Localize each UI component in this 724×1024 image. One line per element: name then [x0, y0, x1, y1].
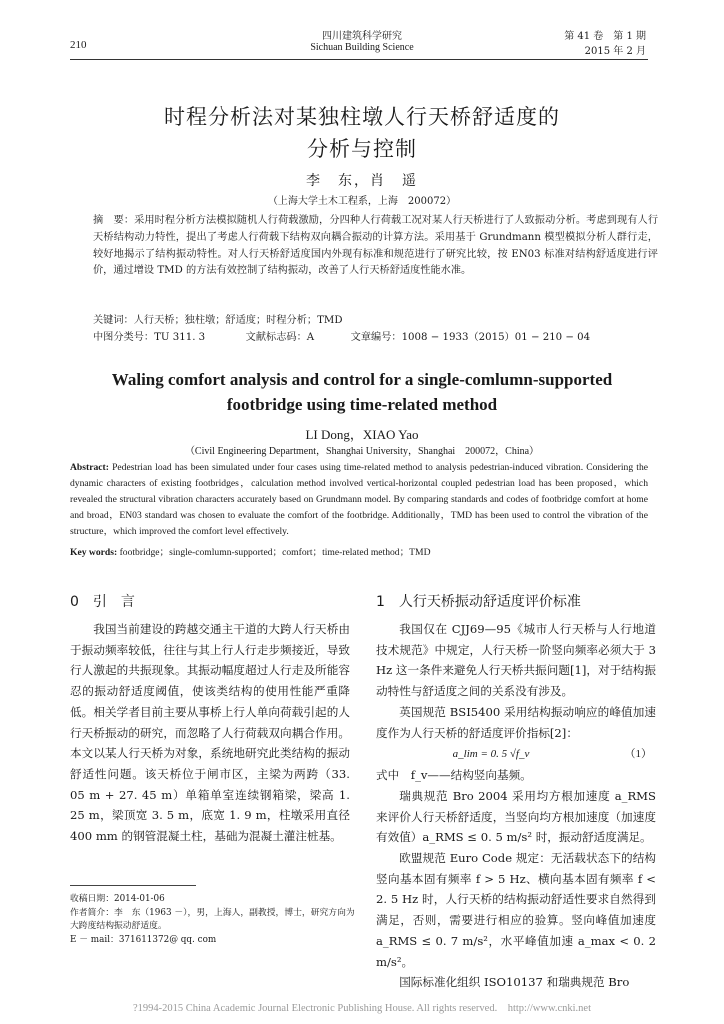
title-en-line-1: Waling comfort analysis and control for a single-comlumn-supported [111, 370, 613, 389]
equation-row [376, 743, 656, 765]
abstract-cn-label: 摘 要： [93, 215, 135, 226]
affiliation-en: （Civil Engineering Department，Shanghai University，Shanghai 200072，China） [184, 446, 540, 457]
clc-label: 中图分类号： [93, 332, 155, 343]
article-no-value: 1008 − 1933（2015）01 − 210 − 04 [401, 332, 591, 343]
copyright-footer: ?1994-2015 China Academic Journal Electronic Publishing House. All rights reserved. http://www.cnki.net [132, 1003, 592, 1014]
author-bio-line-2: 大跨度结构振动舒适度。 [70, 921, 167, 931]
equation-where-clause: 式中 f_v——结构竖向基频。 [376, 768, 532, 783]
keywords-cn-text: 人行天桥；独柱墩；舒适度；时程分析；TMD [133, 315, 343, 326]
clc-value: TU 311. 3 [154, 332, 206, 343]
doc-code-label: 文献标志码： [245, 332, 307, 343]
doc-code-value: A [306, 332, 315, 343]
title-cn-line-1: 时程分析法对某独柱墩人行天桥舒适度的 [164, 105, 560, 129]
keywords-en-label: Key words: [70, 547, 118, 558]
section-1-paragraph-1: 我国仅在 CJJ69—95《城市人行天桥与人行地道技术规范》中规定，人行天桥一阶竖向频率必须大于 3 Hz 这一条件来避免人行天桥共振问题[1]，对于结构振动特性与舒适度之间的关系没有涉及。 [376, 622, 656, 699]
author-email: E － mail：371611372@ qq. com [70, 934, 217, 945]
section-1-paragraph-3: 瑞典规范 Bro 2004 采用均方根加速度 a_RMS 来评价人行天桥舒适度，当竖向均方根加速度（加速度有效值）a_RMS ≤ 0. 5 m/s² 时，振动舒适度满足。 [376, 788, 656, 845]
abstract-cn-text: 采用时程分析方法模拟随机人行荷载激励，分四种人行荷载工况对某人行天桥进行了人致振动分析。考虑到现有人行天桥结构动力特性，提出了考虑人行荷载下结构双向耦合振动的计算方法。采用基于 Grundmann 模型模拟分析人群行走，较好地揭示了结构振动特性。对人行天桥舒适度国内外现有标准和规范进行了研究比较，按 EN03 标准对结构舒适度进行评价，通过增设 TMD 的方法有效控制了结构振动，改善了人行天桥舒适度性能水准。 [93, 215, 659, 277]
section-1-paragraph-5: 国际标准化组织 ISO10137 和瑞典规范 Bro [399, 975, 630, 990]
received-date: 收稿日期：2014-01-06 [70, 894, 165, 904]
keywords-en [70, 544, 648, 558]
title-en-line-2: footbridge using time-related method [226, 395, 498, 414]
volume-issue: 第 41 卷 第 1 期 [564, 31, 646, 42]
section-0-paragraph: 我国当前建设的跨越交通主干道的大跨人行天桥由于振动频率较低，往往与其上行人行走步频接近，导致行人激起的共振现象。其振动幅度超过人行走及所能容忍的振动舒适度阈值，使该类结构的使用性能严重降低。相关学者目前主要从事桥上行人单向荷载引起的人行天桥振动的研究，而忽略了人行荷载双向耦合作用。本文以某人行天桥为对象，系统地研究此类结构的振动舒适性问题。该天桥位于闸市区，主梁为两跨（33. 05 m + 27. 45 m）单箱单室连续钢箱梁，梁高 1. 25 m，梁顶宽 3. 5 m，底宽 1. 9 m，柱墩采用直径 400 mm 的钢管混凝土柱，基础为混凝土灌注桩基。 [70, 622, 350, 844]
section-1-paragraph-4: 欧盟规范 Euro Code 规定：无活载状态下的结构竖向基本固有频率 f > 5 Hz、横向基本固有频率 f < 2. 5 Hz 时，人行天桥的结构振动舒适性要求自然得到满足，否则，需要进行相应的验算。竖向峰值加速度 a_RMS ≤ 0. 7 m/s²，水平峰值加速 a_max < 0. 2 m/s²。 [376, 851, 656, 969]
equation-1-number: （1） [624, 748, 652, 761]
journal-name-cn: 四川建筑科学研究 [322, 31, 402, 42]
keywords-cn [93, 313, 658, 330]
keywords-en-text: footbridge；single-comlumn-supported；comfort；time-related method；TMD [119, 547, 431, 558]
abstract-en [70, 460, 648, 540]
keywords-cn-label: 关键词： [93, 315, 134, 326]
abstract-en-text: Pedestrian load has been simulated under four cases using time-related method to analysis pedestrian-induced vibration. Considering the dynamic characters of existing footbridges，calculation method involved vertical-horizontal coupled pedestrian load has been proposed，which revealed the structural vibration characters accurately based on Grundmann model. By comparing standards and codes of footbridge comfort at home and broad，EN03 standard was chosen to evaluate the comfort of the footbridge. Additionally，TMD has been used to control the vibration of the structure，which improved the comfort level effectively. [70, 462, 648, 538]
affiliation-cn: （上海大学土木工程系，上海 200072） [267, 196, 457, 207]
footnote-rule [70, 885, 196, 886]
section-0-heading: 0 引 言 [70, 594, 135, 610]
section-0-body [70, 619, 350, 847]
authors-en: LI Dong，XIAO Yao [305, 427, 419, 442]
author-bio-line-1: 作者简介：李 东（1963 －），男，上海人，副教授，博士，研究方向为 [70, 907, 355, 918]
equation-1: a_lim = 0. 5 √f_v [452, 748, 530, 761]
footnote [70, 893, 355, 947]
page-number: 210 [70, 39, 87, 51]
abstract-en-label: Abstract: [70, 462, 109, 473]
article-no-label: 文章编号： [350, 332, 402, 343]
section-1-body [376, 619, 656, 993]
abstract-cn [93, 213, 658, 280]
authors-cn: 李 东，肖 遥 [306, 173, 418, 189]
section-1-paragraph-2: 英国规范 BSI5400 采用结构振动响应的峰值加速度作为人行天桥的舒适度评价指标[2]： [376, 704, 656, 740]
issue-date: 2015 年 2 月 [584, 46, 646, 57]
journal-name-en: Sichuan Building Science [310, 42, 414, 53]
title-cn-line-2: 分析与控制 [307, 137, 417, 161]
header-rule [70, 59, 648, 60]
section-1-heading: 1 人行天桥振动舒适度评价标准 [376, 594, 581, 610]
classification-line [93, 330, 658, 347]
